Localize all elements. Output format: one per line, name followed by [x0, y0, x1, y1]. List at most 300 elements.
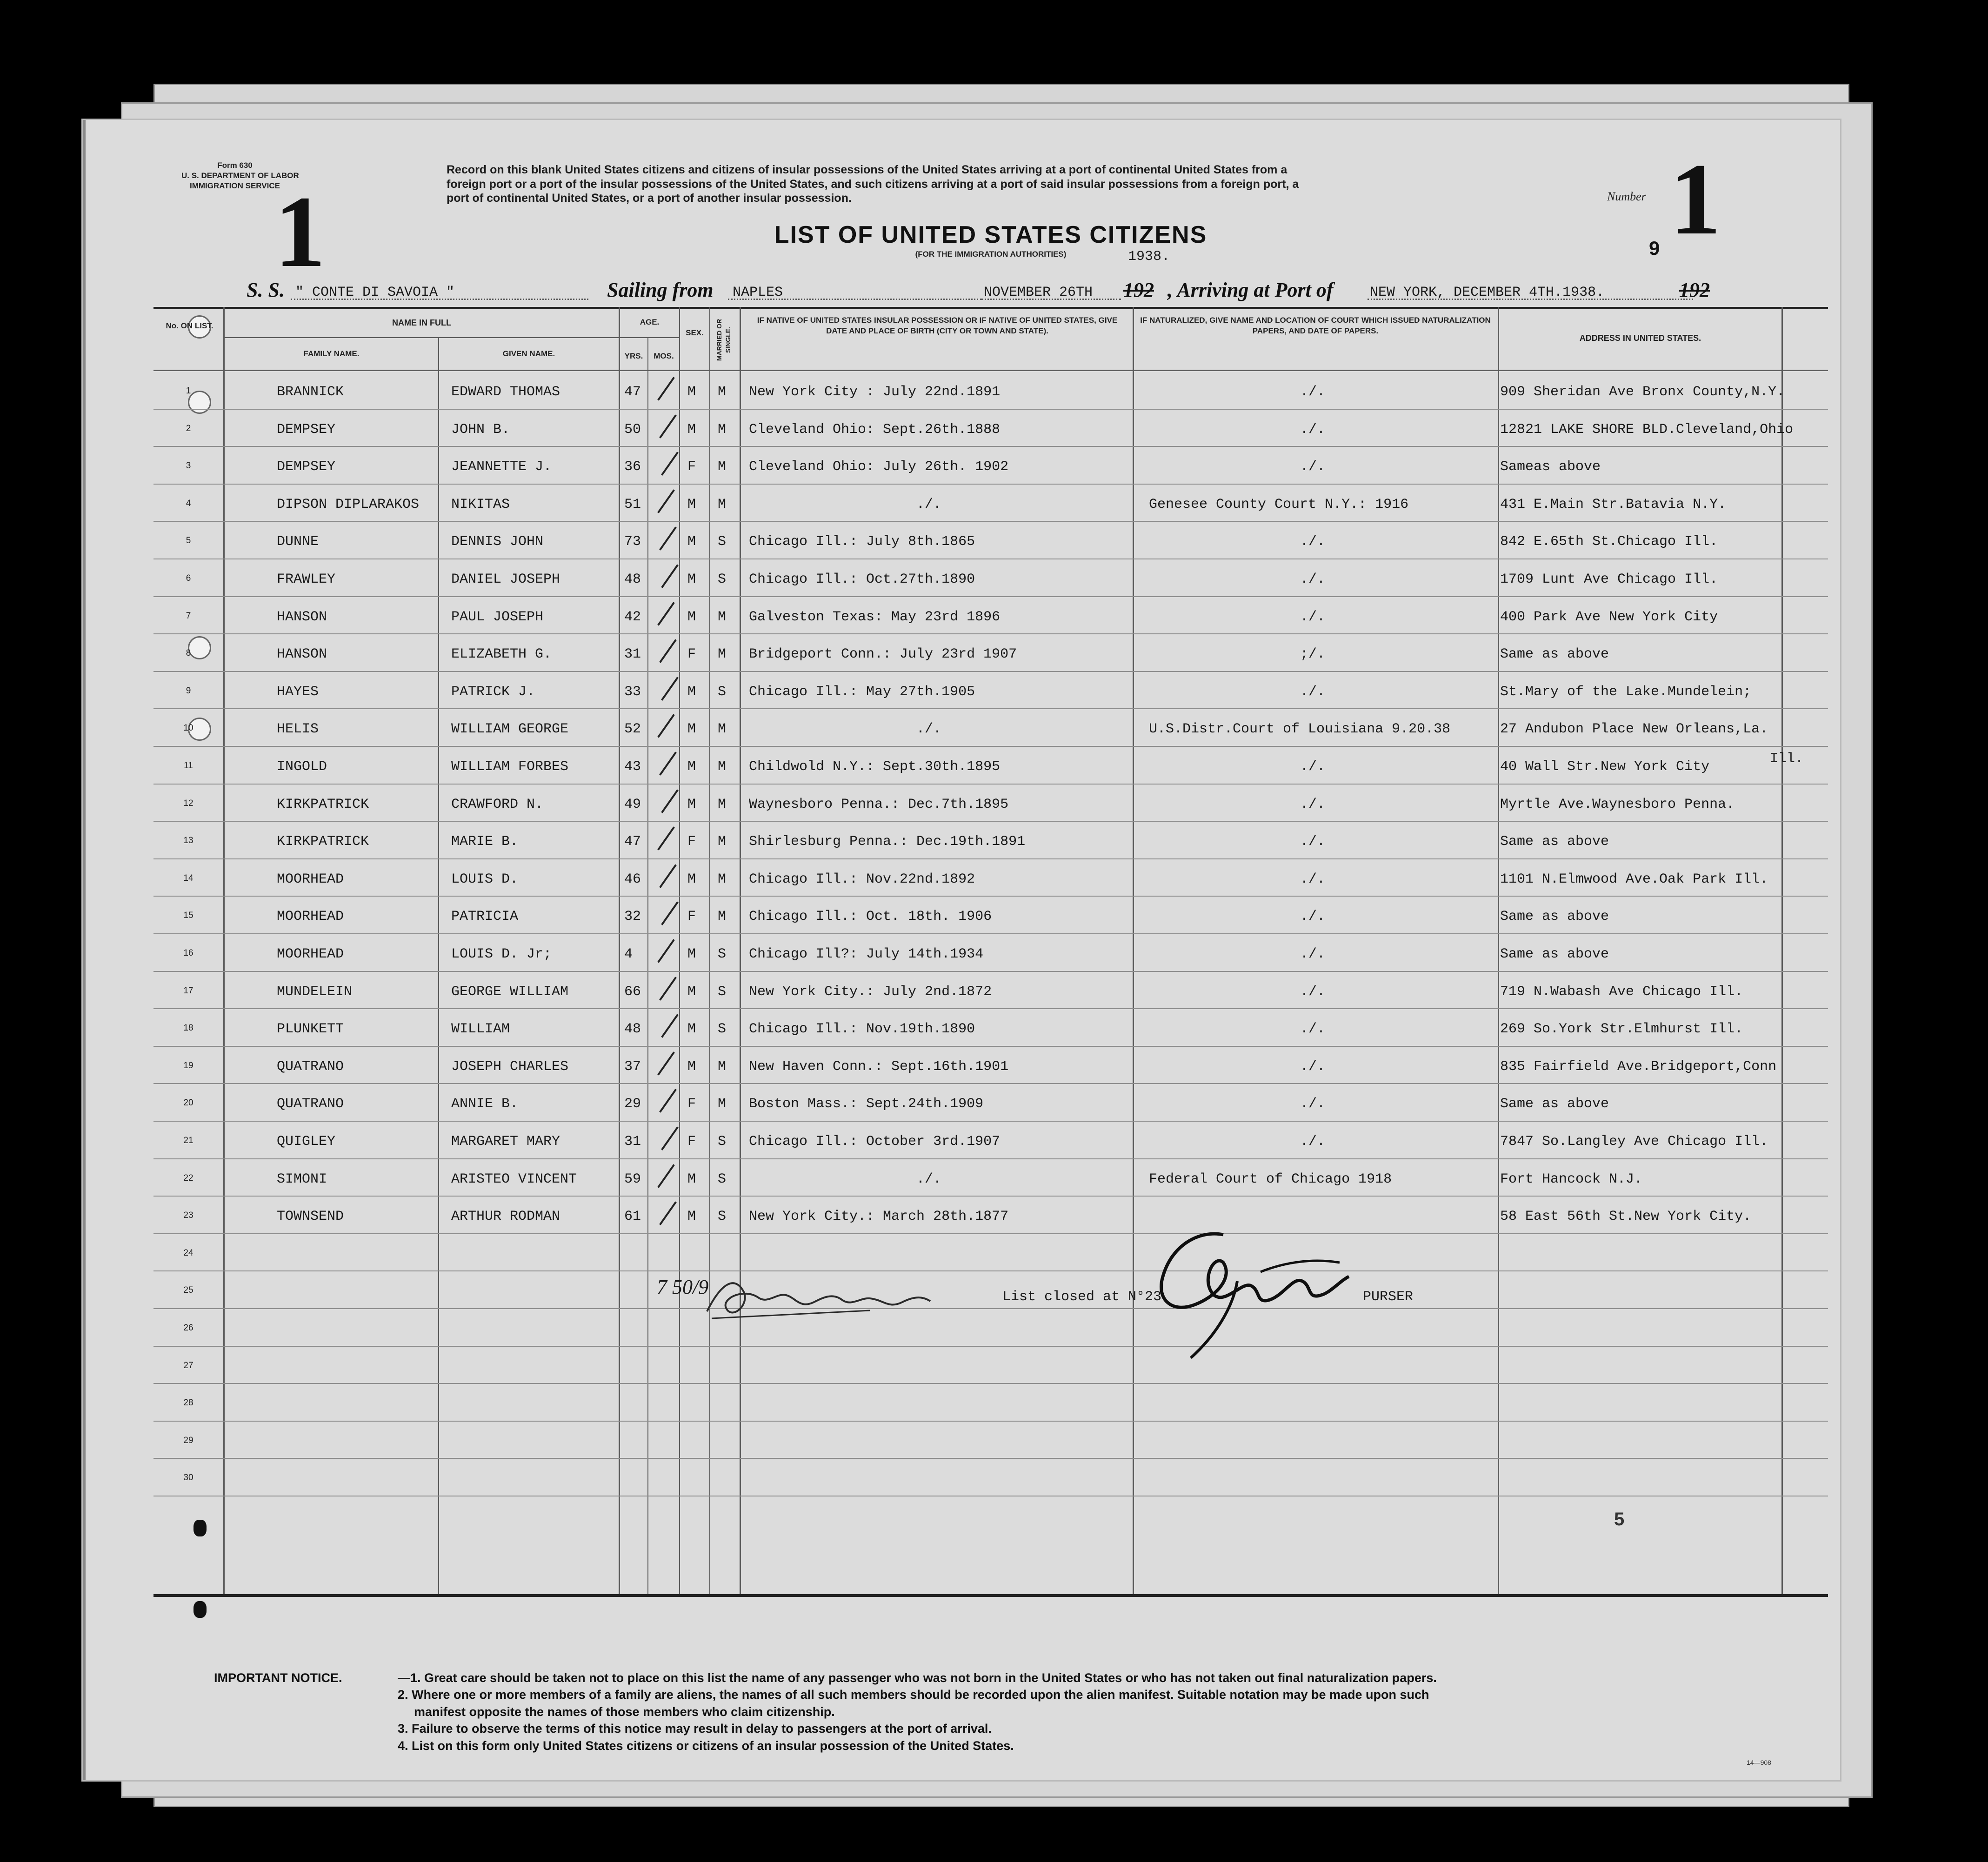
header-naturalization: IF NATURALIZED, GIVE NAME AND LOCATION OF COURT WHICH ISSUED NATURALIZATION PAPERS, AND DATE OF PAPERS.	[1140, 316, 1491, 335]
given-name: ARISTEO VINCENT	[451, 1171, 577, 1187]
sheet-number-left: 1	[274, 175, 326, 288]
marital-status: S	[718, 984, 727, 1000]
table-row	[153, 1422, 1828, 1459]
family-name: DIPSON DIPLARAKOS	[277, 496, 420, 512]
family-name: HAYES	[277, 684, 319, 700]
birthplace-date: Shirlesburg Penna.: Dec.19th.1891	[749, 834, 1026, 850]
age-years: 29	[624, 1096, 641, 1112]
row-number: 25	[183, 1285, 193, 1296]
marital-status: S	[718, 1171, 727, 1187]
age-years: 49	[624, 796, 641, 812]
table-row	[153, 559, 1828, 597]
us-address: 12821 LAKE SHORE BLD.Cleveland,Ohio	[1500, 421, 1794, 438]
birthplace-date: Chicago Ill.: May 27th.1905	[749, 684, 975, 700]
naturalization-court: ./.	[1300, 871, 1326, 887]
row-number: 13	[183, 836, 193, 846]
table-row	[153, 1197, 1828, 1234]
us-address: Same as above	[1500, 834, 1609, 850]
naturalization-court: Genesee County Court N.Y.: 1916	[1149, 496, 1409, 512]
us-address: Same as above	[1500, 646, 1609, 663]
birthplace-date: Childwold N.Y.: Sept.30th.1895	[749, 759, 1001, 775]
given-name: WILLIAM FORBES	[451, 759, 569, 775]
age-years: 47	[624, 834, 641, 850]
table-row	[153, 785, 1828, 822]
ship-name: " CONTE DI SAVOIA "	[295, 285, 455, 300]
table-row	[153, 1122, 1828, 1159]
age-years: 59	[624, 1171, 641, 1187]
birthplace-date: New Haven Conn.: Sept.16th.1901	[749, 1058, 1009, 1075]
naturalization-court: ./.	[1300, 1058, 1326, 1075]
form-print-code: 14—908	[1747, 1759, 1771, 1766]
birthplace-date: Cleveland Ohio: July 26th. 1902	[749, 459, 1009, 475]
arrival-port-date: NEW YORK, DECEMBER 4TH.1938.	[1370, 285, 1605, 300]
birthplace-date: New York City.: July 2nd.1872	[749, 984, 992, 1000]
sheet-number-right: 1	[1670, 142, 1721, 256]
page-title: LIST OF UNITED STATES CITIZENS	[774, 221, 1207, 248]
check-mark	[659, 977, 677, 1000]
check-mark	[657, 1051, 675, 1075]
naturalization-court: ./.	[1300, 534, 1326, 550]
us-address: 719 N.Wabash Ave Chicago Ill.	[1500, 984, 1743, 1000]
row-number: 10	[183, 723, 193, 733]
sex: M	[687, 721, 696, 738]
given-name: ARTHUR RODMAN	[451, 1209, 560, 1225]
table-row	[153, 672, 1828, 709]
marital-status: M	[718, 609, 727, 625]
passenger-table	[153, 307, 1828, 1609]
sex: F	[687, 1096, 696, 1112]
corner-mark: 5	[1614, 1509, 1625, 1530]
given-name: EDWARD THOMAS	[451, 384, 560, 400]
table-row	[153, 822, 1828, 859]
family-name: HANSON	[277, 646, 327, 663]
list-closed-note: List closed at N°23	[1002, 1289, 1162, 1305]
header-address: ADDRESS IN UNITED STATES.	[1579, 333, 1701, 343]
given-name: PATRICIA	[451, 909, 519, 925]
notice-item: 4. List on this form only United States citizens or citizens of an insular possession of the United States.	[398, 1738, 1014, 1753]
naturalization-court: U.S.Distr.Court of Louisiana 9.20.38	[1149, 721, 1451, 738]
family-name: SIMONI	[277, 1171, 327, 1187]
us-address: 40 Wall Str.New York City	[1500, 759, 1710, 775]
us-address: 27 Andubon Place New Orleans,La.	[1500, 721, 1768, 738]
birthplace-date: Chicago Ill.: July 8th.1865	[749, 534, 975, 550]
check-mark	[659, 1201, 677, 1225]
marital-status: M	[718, 384, 727, 400]
sex: M	[687, 684, 696, 700]
birthplace-date: ./.	[916, 1171, 942, 1187]
age-years: 66	[624, 984, 641, 1000]
age-years: 51	[624, 496, 641, 512]
table-row	[153, 972, 1828, 1009]
table-row	[153, 859, 1828, 897]
number-label: Number	[1607, 190, 1646, 203]
marital-status: S	[718, 1134, 727, 1150]
check-mark	[659, 751, 677, 775]
naturalization-court: ./.	[1300, 1096, 1326, 1112]
instruction-line: port of continental United States, or a port of another insular possession.	[447, 192, 852, 205]
given-name: GEORGE WILLIAM	[451, 984, 569, 1000]
row-number: 19	[183, 1060, 193, 1071]
birthplace-date: Chicago Ill.: October 3rd.1907	[749, 1134, 1001, 1150]
header-birthplace: IF NATIVE OF UNITED STATES INSULAR POSSESSION OR IF NATIVE OF UNITED STATES, GIVE DATE AND PLACE OF BIRTH (CITY OR TOWN AND STATE).	[757, 316, 1118, 335]
sex: M	[687, 496, 696, 512]
birthplace-date: Bridgeport Conn.: July 23rd 1907	[749, 646, 1017, 663]
given-name: LOUIS D.	[451, 871, 519, 887]
row-number: 3	[186, 461, 191, 471]
age-years: 42	[624, 609, 641, 625]
arriving-label: , Arriving at Port of	[1167, 279, 1334, 301]
marital-status: M	[718, 459, 727, 475]
naturalization-court: ./.	[1300, 572, 1326, 587]
check-mark	[661, 452, 679, 475]
marital-status: M	[718, 796, 727, 812]
family-name: MOORHEAD	[277, 946, 344, 962]
notice-item: —1. Great care should be taken not to place on this list the name of any passenger who was not born in the United States or who has not taken out final naturalization papers.	[398, 1671, 1437, 1685]
row-number: 11	[184, 761, 193, 771]
header-years: YRS.	[624, 352, 643, 360]
family-name: BRANNICK	[277, 384, 344, 400]
header-family-name: FAMILY NAME.	[303, 349, 360, 358]
age-years: 4	[624, 946, 633, 962]
naturalization-court: ./.	[1300, 1134, 1326, 1150]
row-number: 4	[186, 498, 191, 508]
check-mark	[661, 1014, 679, 1037]
sex: F	[687, 909, 696, 925]
us-address: St.Mary of the Lake.Mundelein;	[1500, 684, 1752, 700]
row-number: 15	[183, 911, 193, 921]
us-address: 400 Park Ave New York City	[1500, 609, 1718, 625]
form-number: Form 630	[217, 161, 253, 170]
family-name: FRAWLEY	[277, 572, 336, 587]
table-row	[153, 1347, 1828, 1384]
sex: F	[687, 646, 696, 663]
family-name: INGOLD	[277, 759, 327, 775]
row-number: 22	[183, 1173, 193, 1183]
family-name: DEMPSEY	[277, 459, 336, 475]
age-years: 37	[624, 1058, 641, 1075]
family-name: PLUNKETT	[277, 1021, 344, 1037]
naturalization-court: ./.	[1300, 946, 1326, 962]
check-mark	[659, 414, 677, 438]
us-address: 909 Sheridan Ave Bronx County,N.Y.	[1500, 384, 1785, 400]
check-mark	[657, 377, 675, 400]
sex: M	[687, 1021, 696, 1037]
family-name: MUNDELEIN	[277, 984, 353, 1000]
marital-status: M	[718, 1058, 727, 1075]
check-mark	[661, 677, 679, 700]
birthplace-date: ./.	[916, 721, 942, 738]
birthplace-date: Cleveland Ohio: Sept.26th.1888	[749, 421, 1001, 438]
table-row	[153, 372, 1828, 409]
birthplace-date: Chicago Ill.: Nov.22nd.1892	[749, 871, 975, 887]
age-years: 31	[624, 1134, 641, 1150]
age-years: 32	[624, 909, 641, 925]
family-name: DEMPSEY	[277, 421, 336, 438]
marital-status: M	[718, 646, 727, 663]
age-years: 48	[624, 1021, 641, 1037]
birthplace-date: ./.	[916, 496, 942, 512]
marital-status: M	[718, 496, 727, 512]
form-instructions	[447, 163, 1535, 206]
us-address: Same as above	[1500, 909, 1609, 925]
marital-status: S	[718, 946, 727, 962]
age-years: 46	[624, 871, 641, 887]
table-row	[153, 410, 1828, 447]
row-number: 24	[183, 1248, 193, 1258]
printed-year-2: 192	[1679, 279, 1710, 301]
naturalization-court: ./.	[1300, 459, 1326, 475]
notice-item: 2. Where one or more members of a family are aliens, the names of all such members should be recorded upon the alien manifest. Suitable notation may be made upon such	[398, 1688, 1429, 1702]
row-number: 2	[186, 423, 191, 433]
sex: F	[687, 459, 696, 475]
row-number: 7	[186, 611, 191, 621]
notice-item: 3. Failure to observe the terms of this notice may result in delay to passengers at the port of arrival.	[398, 1722, 992, 1736]
sex: F	[687, 834, 696, 850]
inspector-signature	[702, 1265, 1000, 1330]
notice-heading: IMPORTANT NOTICE.	[214, 1671, 342, 1685]
age-years: 36	[624, 459, 641, 475]
marital-status: S	[718, 684, 727, 700]
table-row	[153, 1459, 1828, 1496]
naturalization-court: ./.	[1300, 796, 1326, 812]
age-years: 33	[624, 684, 641, 700]
naturalization-court: ./.	[1300, 609, 1326, 625]
naturalization-court: Federal Court of Chicago 1918	[1149, 1171, 1392, 1187]
marital-status: S	[718, 572, 727, 587]
check-mark	[657, 939, 675, 963]
row-number: 5	[186, 536, 191, 546]
check-mark	[657, 714, 675, 738]
birthplace-date: New York City : July 22nd.1891	[749, 384, 1001, 400]
age-years: 52	[624, 721, 641, 738]
family-name: QUIGLEY	[277, 1134, 336, 1150]
ss-label: S. S.	[247, 279, 285, 301]
naturalization-court: ./.	[1300, 834, 1326, 850]
given-name: MARGARET MARY	[451, 1134, 560, 1150]
instruction-line: foreign port or a port of the insular possessions of the United States, and such citizens arriving at a port of said insular possessions from a foreign port, a	[447, 177, 1299, 191]
table-row	[153, 897, 1828, 934]
sailing-details	[247, 278, 1758, 306]
naturalization-court: ./.	[1300, 384, 1326, 400]
row-number: 29	[183, 1435, 193, 1445]
table-row	[153, 597, 1828, 634]
check-mark	[657, 826, 675, 850]
given-name: PAUL JOSEPH	[451, 609, 544, 625]
family-name: HANSON	[277, 609, 327, 625]
us-address: 835 Fairfield Ave.Bridgeport,Conn	[1500, 1058, 1777, 1075]
family-name: QUATRANO	[277, 1096, 344, 1112]
sex: M	[687, 421, 696, 438]
row-number: 9	[186, 685, 191, 696]
header-married-single: MARRIED OR SINGLE.	[715, 319, 732, 361]
table-row	[153, 447, 1828, 484]
us-address: 1101 N.Elmwood Ave.Oak Park Ill.	[1500, 871, 1768, 887]
table-row	[153, 634, 1828, 672]
check-mark	[657, 602, 675, 625]
us-address: 7847 So.Langley Ave Chicago Ill.	[1500, 1134, 1768, 1150]
birthplace-date: Chicago Ill.: Oct.27th.1890	[749, 572, 975, 587]
sex: M	[687, 946, 696, 962]
marital-status: S	[718, 1021, 727, 1037]
table-row	[153, 709, 1828, 746]
family-name: KIRKPATRICK	[277, 834, 369, 850]
marital-status: M	[718, 909, 727, 925]
sex: M	[687, 871, 696, 887]
naturalization-court: ./.	[1300, 1021, 1326, 1037]
row-number: 26	[183, 1323, 193, 1333]
birthplace-date: Waynesboro Penna.: Dec.7th.1895	[749, 796, 1009, 812]
marital-status: S	[718, 1209, 727, 1225]
row-number: 14	[183, 873, 193, 883]
family-name: QUATRANO	[277, 1058, 344, 1075]
birthplace-date: Boston Mass.: Sept.24th.1909	[749, 1096, 984, 1112]
sex: M	[687, 572, 696, 587]
row-number: 12	[183, 798, 193, 808]
row-number: 27	[183, 1360, 193, 1370]
us-address: Fort Hancock N.J.	[1500, 1171, 1643, 1187]
sex: M	[687, 1171, 696, 1187]
family-name: KIRKPATRICK	[277, 796, 369, 812]
birthplace-date: Chicago Ill.: Oct. 18th. 1906	[749, 909, 992, 925]
age-years: 73	[624, 534, 641, 550]
marital-status: M	[718, 834, 727, 850]
given-name: JOHN B.	[451, 421, 510, 438]
header-no-on-list: No. ON LIST.	[166, 321, 213, 330]
table-row	[153, 934, 1828, 971]
row-number: 23	[183, 1210, 193, 1221]
check-mark	[661, 902, 679, 925]
row-number: 20	[183, 1098, 193, 1108]
instruction-line: Record on this blank United States citizens and citizens of insular possessions of the United States arriving at a port of continental United States from a	[447, 163, 1288, 176]
given-name: CRAWFORD N.	[451, 796, 544, 812]
naturalization-court: ./.	[1300, 421, 1326, 438]
birthplace-date: Galveston Texas: May 23rd 1896	[749, 609, 1001, 625]
purser-label: PURSER	[1363, 1289, 1414, 1305]
marital-status: M	[718, 871, 727, 887]
page-subtitle: (FOR THE IMMIGRATION AUTHORITIES)	[915, 250, 1067, 259]
us-address: 269 So.York Str.Elmhurst Ill.	[1500, 1021, 1743, 1037]
row-number: 30	[183, 1473, 193, 1483]
table-row	[153, 1384, 1828, 1421]
family-name: MOORHEAD	[277, 909, 344, 925]
us-address: 58 East 56th St.New York City.	[1500, 1209, 1752, 1225]
us-address: 1709 Lunt Ave Chicago Ill.	[1500, 572, 1718, 587]
typed-year: 1938.	[1128, 249, 1170, 265]
birthplace-date: Chicago Ill?: July 14th.1934	[749, 946, 984, 962]
birthplace-date: New York City.: March 28th.1877	[749, 1209, 1009, 1225]
marital-status: M	[718, 1096, 727, 1112]
naturalization-court: ./.	[1300, 684, 1326, 700]
check-mark	[657, 489, 675, 513]
marital-status: M	[718, 759, 727, 775]
page-number: 9	[1649, 237, 1660, 259]
sex: F	[687, 1134, 696, 1150]
header-name-in-full: NAME IN FULL	[392, 318, 451, 327]
sex: M	[687, 759, 696, 775]
form-identifier	[181, 160, 299, 191]
us-address: Same as above	[1500, 1096, 1609, 1112]
given-name: MARIE B.	[451, 834, 519, 850]
row-number: 1	[186, 386, 191, 396]
given-name: JOSEPH CHARLES	[451, 1058, 569, 1075]
naturalization-court: ./.	[1300, 909, 1326, 925]
naturalization-court: ;/.	[1300, 646, 1326, 663]
us-address: 431 E.Main Str.Batavia N.Y.	[1500, 496, 1727, 512]
table-row	[153, 1009, 1828, 1046]
department-name: U. S. DEPARTMENT OF LABOR	[181, 171, 299, 180]
check-mark	[659, 527, 677, 551]
row-number: 6	[186, 573, 191, 583]
sex: M	[687, 1209, 696, 1225]
sex: M	[687, 534, 696, 550]
check-mark	[659, 1089, 677, 1113]
age-years: 61	[624, 1209, 641, 1225]
us-address: Myrtle Ave.Waynesboro Penna.	[1500, 796, 1735, 812]
row-number: 28	[183, 1398, 193, 1408]
family-name: MOORHEAD	[277, 871, 344, 887]
row-number: 18	[183, 1023, 193, 1033]
birthplace-date: Chicago Ill.: Nov.19th.1890	[749, 1021, 975, 1037]
age-years: 47	[624, 384, 641, 400]
sex: M	[687, 384, 696, 400]
given-name: NIKITAS	[451, 496, 510, 512]
departure-date: NOVEMBER 26TH	[984, 285, 1093, 300]
given-name: PATRICK J.	[451, 684, 535, 700]
check-mark	[659, 639, 677, 663]
check-mark	[657, 1164, 675, 1188]
given-name: DANIEL JOSEPH	[451, 572, 560, 587]
marital-status: M	[718, 421, 727, 438]
us-address: 842 E.65th St.Chicago Ill.	[1500, 534, 1718, 550]
given-name: ANNIE B.	[451, 1096, 519, 1112]
given-name: DENNIS JOHN	[451, 534, 544, 550]
purser-signature	[1144, 1225, 1363, 1365]
given-name: ELIZABETH G.	[451, 646, 552, 663]
table-row	[153, 747, 1828, 784]
family-name: TOWNSEND	[277, 1209, 344, 1225]
age-years: 48	[624, 572, 641, 587]
given-name: WILLIAM GEORGE	[451, 721, 569, 738]
sex: M	[687, 1058, 696, 1075]
sex: M	[687, 984, 696, 1000]
departure-port: NAPLES	[733, 285, 783, 300]
table-row	[153, 1159, 1828, 1197]
table-row	[153, 1084, 1828, 1121]
address-continuation: Ill.	[1770, 751, 1804, 767]
printed-year: 192	[1123, 279, 1154, 301]
naturalization-court: ./.	[1300, 984, 1326, 1000]
us-address: Same as above	[1500, 946, 1609, 962]
age-years: 43	[624, 759, 641, 775]
given-name: WILLIAM	[451, 1021, 510, 1037]
handwritten-note: 7 50/9	[657, 1276, 709, 1298]
check-mark	[661, 564, 679, 588]
service-name: IMMIGRATION SERVICE	[190, 181, 280, 191]
check-mark	[661, 789, 679, 813]
age-years: 31	[624, 646, 641, 663]
table-row	[153, 485, 1828, 522]
naturalization-court: ./.	[1300, 759, 1326, 775]
header-months: MOS.	[654, 352, 674, 360]
row-number: 16	[183, 948, 193, 958]
marital-status: M	[718, 721, 727, 738]
us-address: Sameas above	[1500, 459, 1601, 475]
sailing-from-label: Sailing from	[607, 279, 714, 301]
row-number: 17	[183, 985, 193, 996]
given-name: LOUIS D. Jr;	[451, 946, 552, 962]
check-mark	[659, 864, 677, 888]
header-given-name: GIVEN NAME.	[502, 349, 555, 358]
